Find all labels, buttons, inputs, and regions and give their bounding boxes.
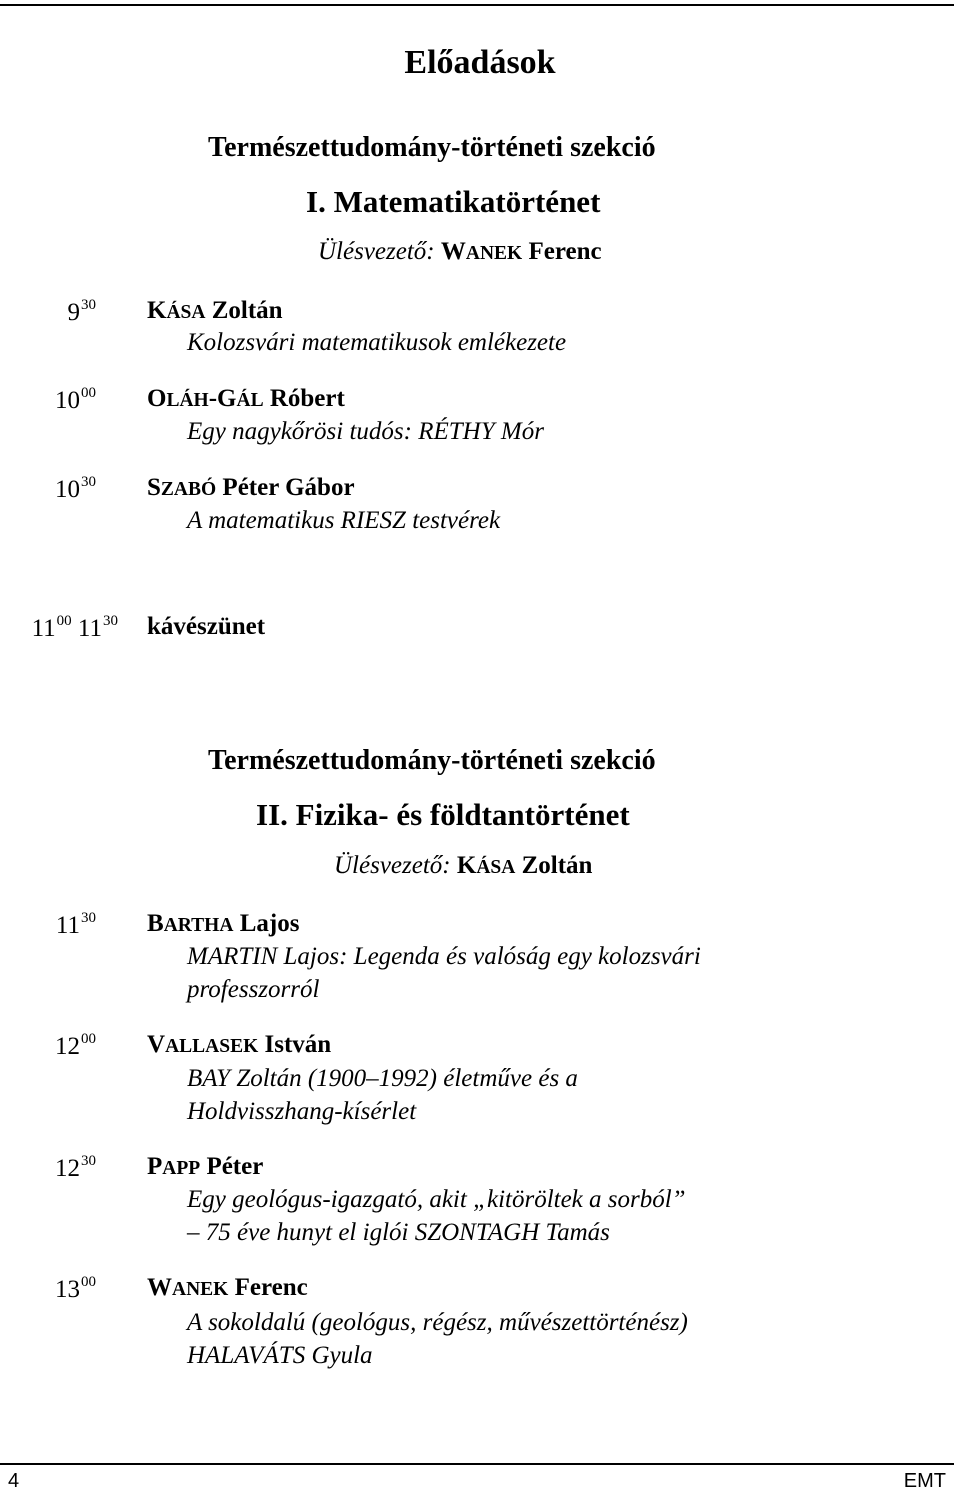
talk-speaker: PAPP Péter — [147, 1153, 264, 1180]
talk-time: $10^{30}$ — [55, 474, 96, 503]
session-2-subheading: II. Fizika- és földtantörténet — [256, 797, 630, 832]
chair-name: WANEK Ferenc — [440, 238, 602, 265]
talk-time: $12^{00}$ — [55, 1031, 96, 1060]
session-1-chair — [318, 238, 602, 266]
talk-title: Egy nagykőrösi tudós: RÉTHY Mór — [187, 418, 544, 445]
talk-speaker: KÁSA Zoltán — [147, 297, 283, 324]
page-title: Előadások — [404, 44, 556, 81]
talk-title: Kolozsvári matematikusok emlékezete — [187, 329, 567, 356]
session-1-heading: Természettudomány-történeti szekció — [208, 132, 656, 163]
talk-time: $13^{00}$ — [55, 1274, 96, 1303]
page-number: 4 — [8, 1470, 20, 1492]
talk-time: $12^{30}$ — [55, 1153, 96, 1182]
talk-speaker: SZABÓ Péter Gábor — [147, 474, 355, 501]
break-time: $11^{00}$ $11^{30}$ — [31, 613, 118, 642]
session-2-chair — [334, 852, 592, 880]
talk-time: $9^{30}$ — [67, 297, 96, 326]
talk-speaker: WANEK Ferenc — [147, 1274, 308, 1301]
chair-name: KÁSA Zoltán — [456, 852, 593, 879]
talk-title: MARTIN Lajos: Legenda és valóság egy kolozsvári professzorról — [187, 943, 701, 1003]
talk-time: $11^{30}$ — [55, 910, 96, 939]
chair-label: Ülésvezető: — [318, 238, 435, 265]
session-1-subheading: I. Matematikatörténet — [306, 184, 601, 219]
talk-time: $10^{00}$ — [55, 385, 96, 414]
coffee-break-label: kávészünet — [147, 613, 266, 640]
talk-title: Egy geológus-igazgató, akit „kitöröltek a sorból” – 75 éve hunyt el iglói SZONTAGH Tamás — [187, 1186, 686, 1246]
top-rule — [0, 4, 954, 6]
talk-speaker: BARTHA Lajos — [147, 910, 300, 937]
chair-label: Ülésvezető: — [334, 852, 451, 879]
talk-title: BAY Zoltán (1900–1992) életműve és a Holdvisszhang-kísérlet — [187, 1065, 578, 1125]
session-2-heading: Természettudomány-történeti szekció — [208, 745, 656, 776]
footer-org: EMT — [903, 1470, 946, 1492]
talk-title: A matematikus RIESZ testvérek — [187, 507, 501, 534]
talk-title: A sokoldalú (geológus, régész, művészettörténész) HALAVÁTS Gyula — [187, 1309, 688, 1369]
bottom-rule — [0, 1463, 954, 1465]
talk-speaker: VALLASEK István — [147, 1031, 332, 1058]
talk-speaker: OLÁH-GÁL Róbert — [147, 385, 345, 412]
